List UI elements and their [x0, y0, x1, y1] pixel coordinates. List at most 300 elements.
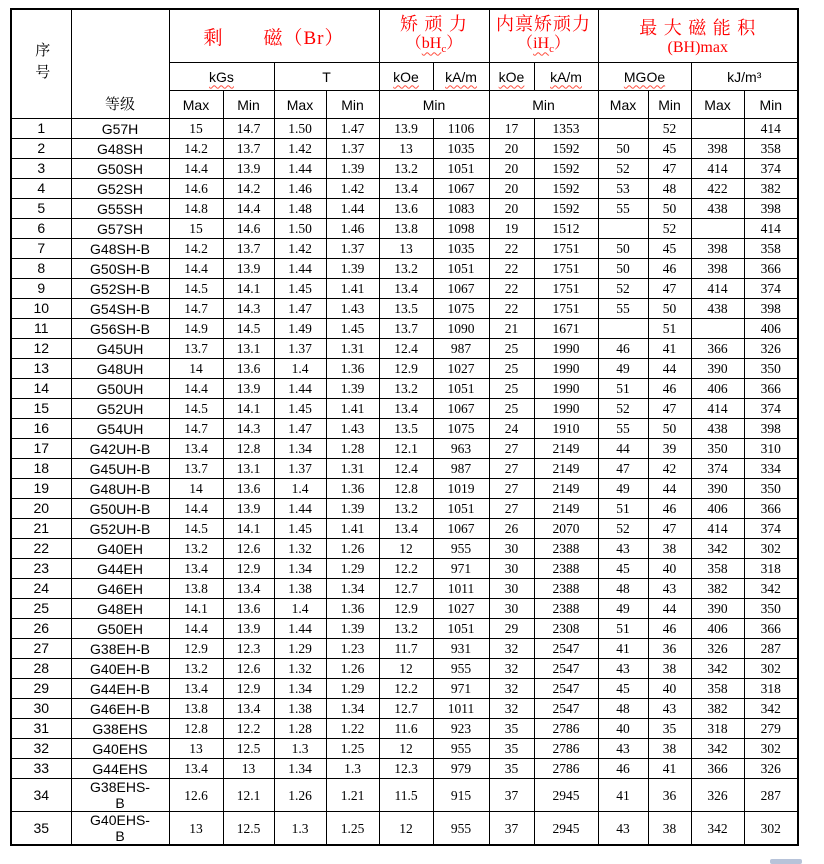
- value-cell: 1.29: [326, 679, 379, 699]
- value-cell: 12.6: [223, 539, 274, 559]
- value-cell: 41: [648, 339, 691, 359]
- value-cell: 48: [598, 579, 648, 599]
- value-cell: 2388: [534, 579, 598, 599]
- value-cell: 49: [598, 359, 648, 379]
- value-cell: 11.6: [379, 719, 433, 739]
- value-cell: 27: [489, 499, 534, 519]
- row-number-cell: 6: [11, 219, 71, 239]
- value-cell: 1011: [433, 579, 489, 599]
- value-cell: 12: [379, 739, 433, 759]
- value-cell: 14.7: [169, 299, 223, 319]
- value-cell: 287: [744, 779, 798, 812]
- value-cell: 13: [379, 239, 433, 259]
- value-cell: 32: [489, 699, 534, 719]
- value-cell: 318: [744, 679, 798, 699]
- value-cell: 1.37: [326, 139, 379, 159]
- intrinsic-coercivity-symbol: $(iH_c)$: [517, 35, 570, 56]
- value-cell: 40: [648, 559, 691, 579]
- value-cell: 13.4: [223, 579, 274, 599]
- value-cell: 13: [169, 739, 223, 759]
- value-cell: 1.34: [274, 679, 326, 699]
- value-cell: 1751: [534, 279, 598, 299]
- value-cell: 1051: [433, 259, 489, 279]
- value-cell: 49: [598, 479, 648, 499]
- value-cell: 1.34: [274, 759, 326, 779]
- value-cell: 14.5: [223, 319, 274, 339]
- value-cell: 302: [744, 539, 798, 559]
- mgoe-max-label: Max: [598, 91, 648, 119]
- value-cell: 390: [691, 479, 744, 499]
- value-cell: 14.8: [169, 199, 223, 219]
- value-cell: 22: [489, 299, 534, 319]
- value-cell: 14.5: [169, 519, 223, 539]
- kgs-min-label: Min: [223, 91, 274, 119]
- table-row: [11, 219, 798, 239]
- table-row: [11, 699, 798, 719]
- value-cell: 13.2: [379, 619, 433, 639]
- value-cell: 14.4: [223, 199, 274, 219]
- value-cell: 14.7: [223, 119, 274, 139]
- value-cell: 342: [691, 539, 744, 559]
- value-cell: 302: [744, 812, 798, 846]
- value-cell: 20: [489, 179, 534, 199]
- value-cell: 35: [489, 739, 534, 759]
- value-cell: 1.37: [274, 459, 326, 479]
- value-cell: 43: [598, 659, 648, 679]
- value-cell: 1.26: [326, 539, 379, 559]
- value-cell: 2786: [534, 739, 598, 759]
- value-cell: 14.1: [223, 519, 274, 539]
- value-cell: 15: [169, 119, 223, 139]
- serial-number-label: 序号: [33, 42, 51, 86]
- value-cell: 47: [648, 279, 691, 299]
- value-cell: 52: [598, 519, 648, 539]
- coercivity-symbol: $(bH_c)$: [405, 35, 463, 56]
- value-cell: 923: [433, 719, 489, 739]
- grade-cell: G45UH-B: [71, 459, 169, 479]
- row-number-cell: 9: [11, 279, 71, 299]
- value-cell: 13.2: [379, 379, 433, 399]
- value-cell: 55: [598, 199, 648, 219]
- header-remanence: [169, 9, 379, 63]
- value-cell: 26: [489, 519, 534, 539]
- row-number-cell: 32: [11, 739, 71, 759]
- value-cell: 32: [489, 639, 534, 659]
- table-row: [11, 259, 798, 279]
- value-cell: 1.3: [326, 759, 379, 779]
- value-cell: 1.39: [326, 619, 379, 639]
- unit-koe-bhc: kOe: [379, 63, 433, 91]
- value-cell: [691, 119, 744, 139]
- value-cell: 2786: [534, 719, 598, 739]
- value-cell: 1.28: [274, 719, 326, 739]
- bhc-min-label: Min: [379, 91, 489, 119]
- value-cell: 20: [489, 139, 534, 159]
- value-cell: 13.7: [223, 239, 274, 259]
- value-cell: 12: [379, 812, 433, 846]
- value-cell: 1075: [433, 419, 489, 439]
- table-row: [11, 719, 798, 739]
- value-cell: 12.5: [223, 812, 274, 846]
- value-cell: 1.42: [274, 139, 326, 159]
- unit-kjm3: kJ/m³: [691, 63, 798, 91]
- t-min-label: Min: [326, 91, 379, 119]
- value-cell: 366: [744, 499, 798, 519]
- t-max-label: Max: [274, 91, 326, 119]
- value-cell: 1051: [433, 159, 489, 179]
- value-cell: 438: [691, 419, 744, 439]
- value-cell: 13.4: [379, 179, 433, 199]
- value-cell: 12.8: [169, 719, 223, 739]
- grade-cell: G52SH: [71, 179, 169, 199]
- grade-cell: G52SH-B: [71, 279, 169, 299]
- value-cell: 40: [648, 679, 691, 699]
- value-cell: 41: [598, 639, 648, 659]
- header-serial-number: [11, 9, 71, 119]
- value-cell: 2547: [534, 679, 598, 699]
- value-cell: 43: [598, 812, 648, 846]
- value-cell: 50: [648, 419, 691, 439]
- value-cell: 12.8: [223, 439, 274, 459]
- value-cell: 414: [744, 119, 798, 139]
- value-cell: 987: [433, 459, 489, 479]
- value-cell: 14.2: [223, 179, 274, 199]
- value-cell: 374: [744, 519, 798, 539]
- value-cell: 390: [691, 599, 744, 619]
- value-cell: 51: [598, 499, 648, 519]
- value-cell: 350: [744, 599, 798, 619]
- value-cell: 438: [691, 299, 744, 319]
- value-cell: 52: [648, 119, 691, 139]
- value-cell: 11.7: [379, 639, 433, 659]
- value-cell: 12.3: [223, 639, 274, 659]
- value-cell: 366: [691, 339, 744, 359]
- value-cell: 13.9: [223, 159, 274, 179]
- value-cell: 1.38: [274, 699, 326, 719]
- value-cell: 12.9: [223, 679, 274, 699]
- row-number-cell: 7: [11, 239, 71, 259]
- value-cell: 24: [489, 419, 534, 439]
- value-cell: 30: [489, 559, 534, 579]
- value-cell: 13.7: [169, 339, 223, 359]
- value-cell: 19: [489, 219, 534, 239]
- value-cell: 414: [691, 279, 744, 299]
- value-cell: 1.25: [326, 739, 379, 759]
- value-cell: 35: [489, 719, 534, 739]
- value-cell: 1075: [433, 299, 489, 319]
- value-cell: 15: [169, 219, 223, 239]
- value-cell: 1.39: [326, 499, 379, 519]
- value-cell: 14.5: [169, 399, 223, 419]
- value-cell: 1.48: [274, 199, 326, 219]
- value-cell: 32: [489, 659, 534, 679]
- row-number-cell: 12: [11, 339, 71, 359]
- grade-cell: G44EHS: [71, 759, 169, 779]
- grade-cell: G40EHS- B: [71, 812, 169, 846]
- value-cell: 955: [433, 539, 489, 559]
- value-cell: 22: [489, 259, 534, 279]
- table-row: [11, 279, 798, 299]
- value-cell: 287: [744, 639, 798, 659]
- table-row: [11, 599, 798, 619]
- row-number-cell: 23: [11, 559, 71, 579]
- spec-table-page: [10, 8, 799, 846]
- value-cell: 12.7: [379, 699, 433, 719]
- value-cell: 13.8: [169, 699, 223, 719]
- table-row: [11, 739, 798, 759]
- table-row: [11, 539, 798, 559]
- row-number-cell: 14: [11, 379, 71, 399]
- kjm3-max-label: Max: [691, 91, 744, 119]
- value-cell: 55: [598, 299, 648, 319]
- value-cell: 13.4: [169, 439, 223, 459]
- value-cell: 1.44: [274, 259, 326, 279]
- value-cell: 1.49: [274, 319, 326, 339]
- value-cell: 13.4: [169, 559, 223, 579]
- value-cell: 2070: [534, 519, 598, 539]
- grade-cell: G56SH-B: [71, 319, 169, 339]
- value-cell: 398: [691, 239, 744, 259]
- value-cell: 14.4: [169, 159, 223, 179]
- value-cell: 358: [691, 559, 744, 579]
- value-cell: 1090: [433, 319, 489, 339]
- value-cell: 1.3: [274, 812, 326, 846]
- value-cell: 46: [648, 379, 691, 399]
- value-cell: 14: [169, 359, 223, 379]
- value-cell: 1027: [433, 359, 489, 379]
- value-cell: [691, 319, 744, 339]
- grade-cell: G48SH-B: [71, 239, 169, 259]
- value-cell: 2945: [534, 812, 598, 846]
- table-row: [11, 579, 798, 599]
- value-cell: 1027: [433, 599, 489, 619]
- value-cell: 43: [598, 739, 648, 759]
- energy-product-title: 最 大 磁 能 积: [639, 17, 757, 38]
- value-cell: 1.23: [326, 639, 379, 659]
- value-cell: 318: [691, 719, 744, 739]
- grade-cell: G50EH: [71, 619, 169, 639]
- value-cell: 1.39: [326, 159, 379, 179]
- value-cell: 47: [648, 159, 691, 179]
- value-cell: [598, 319, 648, 339]
- value-cell: 1051: [433, 619, 489, 639]
- grade-cell: G44EH: [71, 559, 169, 579]
- value-cell: 46: [598, 339, 648, 359]
- value-cell: 47: [598, 459, 648, 479]
- coercivity-title: 矫 顽 力: [400, 14, 469, 35]
- value-cell: 342: [691, 812, 744, 846]
- row-number-cell: 2: [11, 139, 71, 159]
- table-row: [11, 559, 798, 579]
- value-cell: 374: [744, 399, 798, 419]
- grade-cell: G54UH: [71, 419, 169, 439]
- value-cell: 25: [489, 339, 534, 359]
- value-cell: 1.37: [326, 239, 379, 259]
- value-cell: 43: [598, 539, 648, 559]
- row-number-cell: 34: [11, 779, 71, 812]
- value-cell: 963: [433, 439, 489, 459]
- value-cell: 318: [744, 559, 798, 579]
- value-cell: 1.29: [326, 559, 379, 579]
- grade-cell: G42UH-B: [71, 439, 169, 459]
- value-cell: 13.4: [223, 699, 274, 719]
- table-row: [11, 519, 798, 539]
- value-cell: 45: [648, 139, 691, 159]
- value-cell: 382: [691, 579, 744, 599]
- value-cell: 13.5: [379, 299, 433, 319]
- value-cell: 414: [691, 159, 744, 179]
- table-row: [11, 359, 798, 379]
- value-cell: 1990: [534, 359, 598, 379]
- unit-tesla: T: [274, 63, 379, 91]
- value-cell: 46: [648, 619, 691, 639]
- value-cell: 14.4: [169, 499, 223, 519]
- grade-cell: G38EHS: [71, 719, 169, 739]
- row-number-cell: 17: [11, 439, 71, 459]
- value-cell: 20: [489, 199, 534, 219]
- value-cell: 13.9: [223, 499, 274, 519]
- value-cell: 1.42: [274, 239, 326, 259]
- value-cell: 13.1: [223, 459, 274, 479]
- header-grade: [71, 9, 169, 119]
- grade-cell: G48SH: [71, 139, 169, 159]
- value-cell: 342: [744, 699, 798, 719]
- value-cell: 48: [648, 179, 691, 199]
- value-cell: 390: [691, 359, 744, 379]
- value-cell: 30: [489, 579, 534, 599]
- value-cell: 1.4: [274, 599, 326, 619]
- value-cell: 53: [598, 179, 648, 199]
- value-cell: 1.41: [326, 279, 379, 299]
- value-cell: 1.43: [326, 419, 379, 439]
- value-cell: 45: [598, 559, 648, 579]
- value-cell: 12.1: [223, 779, 274, 812]
- value-cell: 44: [648, 599, 691, 619]
- value-cell: 2388: [534, 559, 598, 579]
- value-cell: 1106: [433, 119, 489, 139]
- value-cell: 979: [433, 759, 489, 779]
- mgoe-min-label: Min: [648, 91, 691, 119]
- value-cell: 326: [744, 759, 798, 779]
- value-cell: 2547: [534, 659, 598, 679]
- value-cell: 44: [648, 359, 691, 379]
- value-cell: 1592: [534, 179, 598, 199]
- table-row: [11, 779, 798, 812]
- header-coercivity: [379, 9, 489, 63]
- value-cell: 358: [691, 679, 744, 699]
- value-cell: 13.6: [223, 479, 274, 499]
- value-cell: 37: [489, 812, 534, 846]
- table-row: [11, 139, 798, 159]
- value-cell: 12: [379, 539, 433, 559]
- value-cell: 350: [744, 479, 798, 499]
- value-cell: 2786: [534, 759, 598, 779]
- value-cell: 14.1: [169, 599, 223, 619]
- value-cell: 38: [648, 539, 691, 559]
- table-row: [11, 339, 798, 359]
- value-cell: 1.44: [274, 159, 326, 179]
- value-cell: 12.7: [379, 579, 433, 599]
- value-cell: 35: [648, 719, 691, 739]
- value-cell: 2388: [534, 599, 598, 619]
- value-cell: 1.45: [274, 519, 326, 539]
- value-cell: 342: [691, 659, 744, 679]
- value-cell: 14.5: [169, 279, 223, 299]
- table-row: [11, 479, 798, 499]
- value-cell: 12.2: [379, 559, 433, 579]
- value-cell: 41: [648, 759, 691, 779]
- value-cell: 1751: [534, 239, 598, 259]
- value-cell: 1.42: [326, 179, 379, 199]
- value-cell: 1.39: [326, 379, 379, 399]
- value-cell: 1353: [534, 119, 598, 139]
- scrollbar-artifact: [770, 859, 802, 864]
- grade-cell: G40EH-B: [71, 659, 169, 679]
- table-row: [11, 499, 798, 519]
- value-cell: 406: [691, 499, 744, 519]
- value-cell: 46: [598, 759, 648, 779]
- value-cell: 1067: [433, 399, 489, 419]
- value-cell: 1.36: [326, 479, 379, 499]
- energy-product-symbol: (BH)max: [667, 38, 728, 56]
- value-cell: 12.4: [379, 459, 433, 479]
- remanence-title: 剩 磁（Br）: [203, 27, 345, 49]
- grade-cell: G57H: [71, 119, 169, 139]
- value-cell: 13.6: [223, 599, 274, 619]
- value-cell: 406: [744, 319, 798, 339]
- value-cell: 414: [691, 399, 744, 419]
- header-intrinsic-coercivity: [489, 9, 598, 63]
- grade-cell: G46EH: [71, 579, 169, 599]
- value-cell: 2149: [534, 439, 598, 459]
- unit-kam-ihc: kA/m: [534, 63, 598, 91]
- value-cell: 358: [744, 239, 798, 259]
- value-cell: 1083: [433, 199, 489, 219]
- value-cell: 27: [489, 459, 534, 479]
- value-cell: 406: [691, 619, 744, 639]
- value-cell: 14.4: [169, 619, 223, 639]
- value-cell: 422: [691, 179, 744, 199]
- value-cell: 310: [744, 439, 798, 459]
- value-cell: 49: [598, 599, 648, 619]
- value-cell: 32: [489, 679, 534, 699]
- value-cell: 374: [691, 459, 744, 479]
- value-cell: 326: [744, 339, 798, 359]
- table-body: [11, 119, 798, 846]
- unit-kgs: kGs: [169, 63, 274, 91]
- value-cell: 1990: [534, 379, 598, 399]
- value-cell: 414: [744, 219, 798, 239]
- value-cell: 14.2: [169, 139, 223, 159]
- value-cell: 1.47: [274, 419, 326, 439]
- row-number-cell: 29: [11, 679, 71, 699]
- value-cell: 51: [598, 379, 648, 399]
- value-cell: 1.29: [274, 639, 326, 659]
- value-cell: 13.9: [223, 619, 274, 639]
- kgs-max-label: Max: [169, 91, 223, 119]
- value-cell: 1.36: [326, 359, 379, 379]
- value-cell: 37: [489, 779, 534, 812]
- grade-cell: G38EHS- B: [71, 779, 169, 812]
- value-cell: 1.34: [274, 559, 326, 579]
- value-cell: 1.25: [326, 812, 379, 846]
- grade-cell: G48UH: [71, 359, 169, 379]
- value-cell: 931: [433, 639, 489, 659]
- value-cell: 11.5: [379, 779, 433, 812]
- value-cell: 13.6: [379, 199, 433, 219]
- row-number-cell: 11: [11, 319, 71, 339]
- value-cell: 12.2: [379, 679, 433, 699]
